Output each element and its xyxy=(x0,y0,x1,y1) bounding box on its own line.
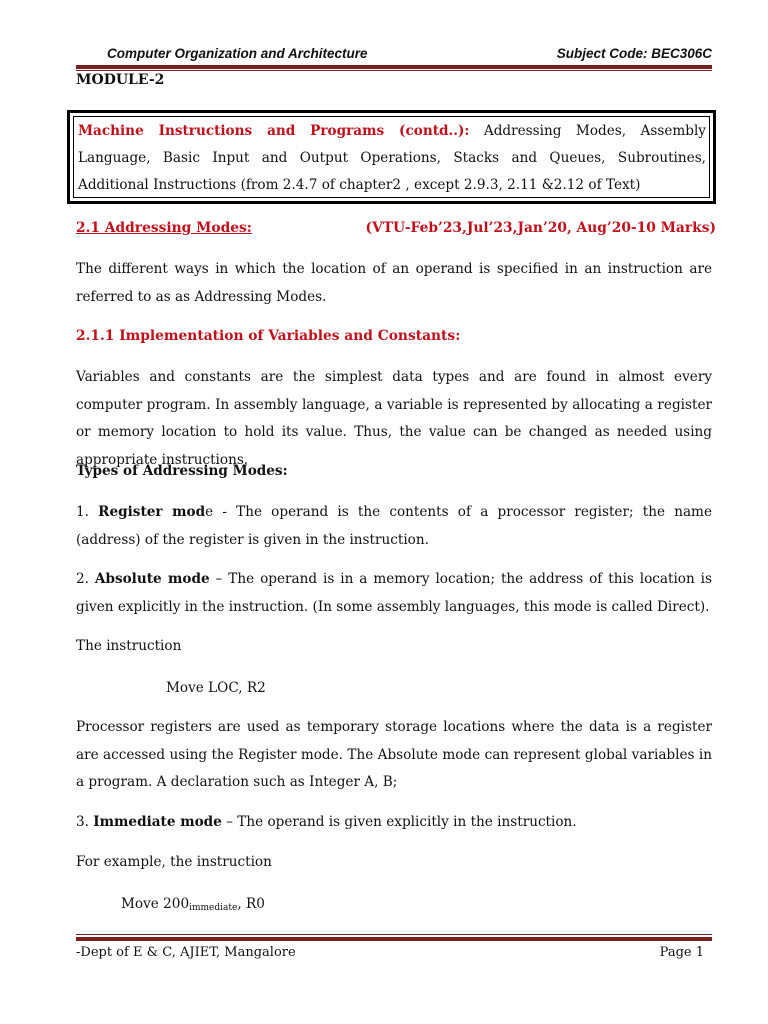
section-2-1-title: 2.1 Addressing Modes: xyxy=(76,220,252,236)
code-move-loc: Move LOC, R2 xyxy=(166,680,266,696)
the-instruction-label: The instruction xyxy=(76,638,182,654)
code-move-immediate-post: , R0 xyxy=(237,896,265,912)
code-move-immediate xyxy=(121,896,265,913)
section-2-1-1-title: 2.1.1 Implementation of Variables and Constants: xyxy=(76,328,461,344)
registers-paragraph: Processor registers are used as temporary storage locations where the data is a register are accessed using the Register mode. The Absolute mode can represent global variables in a program. A declaration such as Integer A, B; xyxy=(76,719,712,790)
code-move-immediate-pre: Move 200 xyxy=(121,896,190,912)
header-course-title: Computer Organization and Architecture xyxy=(107,46,368,61)
section-2-1-paragraph: The different ways in which the location of an operand is specified in an instruction are referred to as as Addressing Modes. xyxy=(76,261,712,305)
footer-rule-thin xyxy=(76,934,712,935)
header-rule-thin xyxy=(76,70,712,71)
mode-2-absolute xyxy=(76,566,712,621)
mode-3-immediate xyxy=(76,809,712,837)
mode-3-name: Immediate mode xyxy=(93,814,222,830)
header-rule-thick xyxy=(76,65,712,69)
mode-2-description: – The operand is in a memory location; the address of this location is given explicitly in the instruction. (In some assembly languages, this mode is called Direct). xyxy=(76,571,712,615)
mode-1-name: Register mod xyxy=(98,504,206,520)
footer-page-number: Page 1 xyxy=(659,945,704,960)
types-heading: Types of Addressing Modes: xyxy=(76,463,288,479)
footer-rule-thick xyxy=(76,937,712,941)
section-2-1-marks: (VTU-Feb’23,Jul’23,Jan’20, Aug’20-10 Marks) xyxy=(365,220,716,236)
mode-1-register xyxy=(76,499,712,554)
syllabus-topics: Addressing Modes, Assembly Language, Basic Input and Output Operations, Stacks and Queues, Subroutines, Additional Instructions (from 2.4.7 of chapter2 , except 2.9.3, 2.11 &2.12 of Text) xyxy=(78,123,706,193)
mode-1-number: 1. xyxy=(76,504,99,520)
footer-department: -Dept of E & C, AJIET, Mangalore xyxy=(76,945,296,960)
mode-3-description: – The operand is given explicitly in the instruction. xyxy=(221,814,577,830)
header-subject-code: Subject Code: BEC306C xyxy=(556,46,712,61)
code-immediate-subscript: immediate xyxy=(189,903,238,913)
syllabus-box xyxy=(67,110,716,204)
mode-2-name: Absolute mode xyxy=(94,571,210,587)
module-title: MODULE-2 xyxy=(76,72,165,88)
mode-1-description: e - The operand is the contents of a processor register; the name (address) of the register is given in the instruction. xyxy=(76,504,712,548)
section-2-1-1-paragraph: Variables and constants are the simplest data types and are found in almost every computer program. In assembly language, a variable is represented by allocating a register or memory location to hold its value. Thus, the value can be changed as needed using appropriate instructions. xyxy=(76,369,712,468)
for-example-label: For example, the instruction xyxy=(76,854,272,870)
mode-2-number: 2. xyxy=(76,571,95,587)
syllabus-text xyxy=(78,118,706,199)
syllabus-heading: Machine Instructions and Programs (contd..): xyxy=(78,123,470,139)
mode-3-number: 3. xyxy=(76,814,94,830)
